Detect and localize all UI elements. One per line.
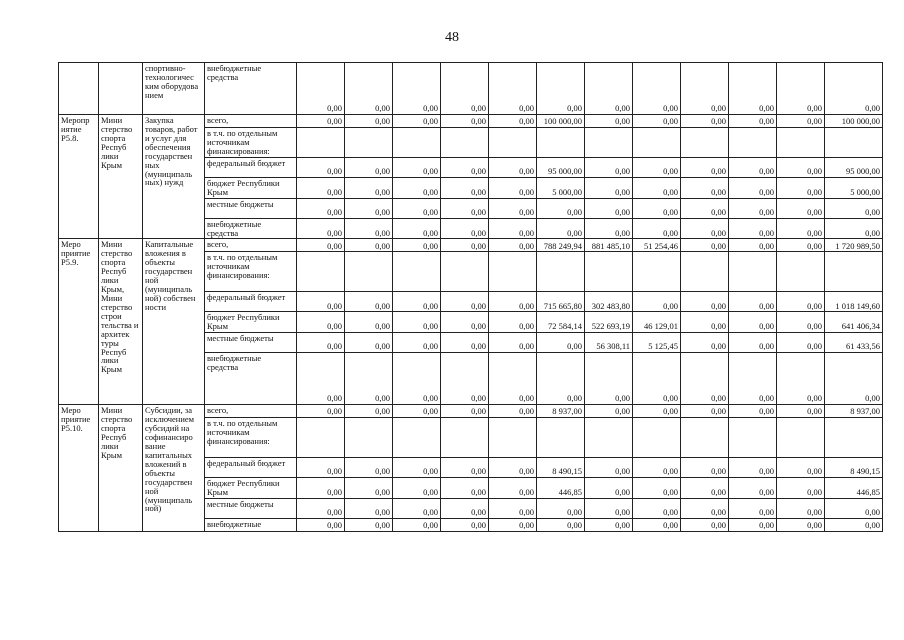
- value-cell: 0,00: [537, 218, 585, 239]
- value-cell: 0,00: [441, 198, 489, 218]
- value-cell: 0,00: [825, 63, 883, 115]
- value-cell: 0,00: [441, 115, 489, 128]
- value-cell: 0,00: [297, 115, 345, 128]
- value-cell: 0,00: [729, 239, 777, 252]
- value-cell: 0,00: [633, 353, 681, 405]
- value-cell: 0,00: [585, 405, 633, 418]
- value-cell: 0,00: [729, 405, 777, 418]
- value-cell: 0,00: [633, 405, 681, 418]
- measure-code: Меро приятие Р5.9.: [59, 239, 99, 405]
- value-cell: 0,00: [489, 458, 537, 478]
- value-cell: 0,00: [777, 333, 825, 353]
- value-cell: 0,00: [777, 198, 825, 218]
- value-cell: 0,00: [633, 115, 681, 128]
- value-cell: 0,00: [393, 177, 441, 198]
- value-cell: 0,00: [345, 157, 393, 177]
- value-cell: 0,00: [681, 478, 729, 499]
- value-cell: [825, 418, 883, 458]
- value-cell: 0,00: [345, 353, 393, 405]
- value-cell: 8 937,00: [537, 405, 585, 418]
- value-cell: 0,00: [297, 333, 345, 353]
- value-cell: 0,00: [633, 292, 681, 312]
- value-cell: 0,00: [297, 499, 345, 519]
- value-cell: 0,00: [729, 292, 777, 312]
- value-cell: 881 485,10: [585, 239, 633, 252]
- value-cell: 72 584,14: [537, 312, 585, 333]
- value-cell: 0,00: [489, 312, 537, 333]
- value-cell: [537, 128, 585, 158]
- value-cell: 0,00: [441, 333, 489, 353]
- value-cell: 0,00: [297, 157, 345, 177]
- value-cell: 0,00: [441, 519, 489, 532]
- funding-source: внебюджетные средства: [205, 353, 297, 405]
- value-cell: 1 018 149,60: [825, 292, 883, 312]
- table-row: [59, 405, 883, 418]
- value-cell: 0,00: [441, 177, 489, 198]
- value-cell: 0,00: [441, 63, 489, 115]
- value-cell: 0,00: [681, 239, 729, 252]
- value-cell: [825, 128, 883, 158]
- funding-source: всего,: [205, 115, 297, 128]
- value-cell: [633, 128, 681, 158]
- value-cell: 56 308,11: [585, 333, 633, 353]
- measure-name: спортивно-технологичес ким оборудова нием: [143, 63, 205, 115]
- value-cell: 95 000,00: [825, 157, 883, 177]
- value-cell: 0,00: [585, 63, 633, 115]
- value-cell: [585, 128, 633, 158]
- value-cell: 0,00: [681, 458, 729, 478]
- value-cell: 0,00: [585, 478, 633, 499]
- value-cell: 0,00: [777, 292, 825, 312]
- value-cell: [777, 252, 825, 292]
- value-cell: [729, 128, 777, 158]
- value-cell: 0,00: [681, 312, 729, 333]
- value-cell: 0,00: [729, 157, 777, 177]
- value-cell: 0,00: [681, 115, 729, 128]
- value-cell: 0,00: [633, 218, 681, 239]
- value-cell: 0,00: [681, 353, 729, 405]
- value-cell: 0,00: [537, 198, 585, 218]
- value-cell: 0,00: [777, 115, 825, 128]
- value-cell: 0,00: [489, 198, 537, 218]
- value-cell: 0,00: [777, 239, 825, 252]
- value-cell: 0,00: [297, 239, 345, 252]
- value-cell: 0,00: [585, 177, 633, 198]
- value-cell: 0,00: [489, 478, 537, 499]
- value-cell: 0,00: [537, 333, 585, 353]
- value-cell: 0,00: [729, 198, 777, 218]
- value-cell: 0,00: [633, 177, 681, 198]
- value-cell: 0,00: [777, 478, 825, 499]
- value-cell: 0,00: [681, 177, 729, 198]
- value-cell: [345, 418, 393, 458]
- value-cell: 0,00: [345, 519, 393, 532]
- measure-org: Мини стерство спорта Респуб лики Крым: [99, 115, 143, 239]
- value-cell: 0,00: [345, 499, 393, 519]
- value-cell: 0,00: [393, 353, 441, 405]
- value-cell: 0,00: [537, 353, 585, 405]
- value-cell: 0,00: [297, 458, 345, 478]
- value-cell: 0,00: [489, 239, 537, 252]
- value-cell: 0,00: [729, 333, 777, 353]
- value-cell: 0,00: [729, 478, 777, 499]
- value-cell: 0,00: [777, 458, 825, 478]
- value-cell: 0,00: [441, 157, 489, 177]
- value-cell: 0,00: [633, 519, 681, 532]
- value-cell: [729, 418, 777, 458]
- value-cell: 95 000,00: [537, 157, 585, 177]
- value-cell: 0,00: [393, 499, 441, 519]
- value-cell: [585, 418, 633, 458]
- value-cell: 0,00: [681, 198, 729, 218]
- budget-table: [58, 62, 883, 532]
- funding-source: бюджет Республики Крым: [205, 312, 297, 333]
- value-cell: 0,00: [393, 63, 441, 115]
- value-cell: [633, 252, 681, 292]
- value-cell: 0,00: [585, 353, 633, 405]
- value-cell: [345, 128, 393, 158]
- value-cell: 5 125,45: [633, 333, 681, 353]
- value-cell: 0,00: [729, 218, 777, 239]
- funding-source: внебюджетные средства: [205, 218, 297, 239]
- value-cell: 0,00: [729, 115, 777, 128]
- value-cell: 8 490,15: [825, 458, 883, 478]
- value-cell: 0,00: [297, 198, 345, 218]
- value-cell: 0,00: [441, 405, 489, 418]
- value-cell: 0,00: [345, 218, 393, 239]
- value-cell: 0,00: [681, 405, 729, 418]
- value-cell: 0,00: [825, 218, 883, 239]
- value-cell: 0,00: [729, 458, 777, 478]
- value-cell: [681, 128, 729, 158]
- value-cell: 0,00: [489, 333, 537, 353]
- value-cell: 0,00: [297, 292, 345, 312]
- value-cell: 0,00: [393, 405, 441, 418]
- value-cell: 8 490,15: [537, 458, 585, 478]
- value-cell: 302 483,80: [585, 292, 633, 312]
- value-cell: 0,00: [297, 177, 345, 198]
- value-cell: 0,00: [441, 239, 489, 252]
- value-cell: 0,00: [633, 478, 681, 499]
- value-cell: 0,00: [681, 333, 729, 353]
- value-cell: 0,00: [681, 499, 729, 519]
- value-cell: 522 693,19: [585, 312, 633, 333]
- value-cell: 0,00: [441, 458, 489, 478]
- value-cell: 5 000,00: [537, 177, 585, 198]
- value-cell: 0,00: [585, 157, 633, 177]
- value-cell: 0,00: [585, 458, 633, 478]
- value-cell: [441, 252, 489, 292]
- value-cell: [489, 252, 537, 292]
- value-cell: 0,00: [345, 333, 393, 353]
- funding-source: внебюджетные: [205, 519, 297, 532]
- value-cell: [297, 252, 345, 292]
- value-cell: [393, 418, 441, 458]
- value-cell: 0,00: [345, 458, 393, 478]
- value-cell: 0,00: [585, 198, 633, 218]
- value-cell: 0,00: [777, 499, 825, 519]
- value-cell: 0,00: [441, 499, 489, 519]
- measure-code: Меропр иятие Р5.8.: [59, 115, 99, 239]
- table-row: [59, 239, 883, 252]
- value-cell: 0,00: [825, 519, 883, 532]
- value-cell: 0,00: [681, 63, 729, 115]
- value-cell: 0,00: [345, 198, 393, 218]
- value-cell: 0,00: [633, 458, 681, 478]
- value-cell: 0,00: [489, 405, 537, 418]
- value-cell: 5 000,00: [825, 177, 883, 198]
- value-cell: 0,00: [729, 519, 777, 532]
- measure-code: [59, 63, 99, 115]
- value-cell: [297, 128, 345, 158]
- value-cell: 0,00: [393, 458, 441, 478]
- value-cell: 0,00: [297, 218, 345, 239]
- value-cell: 0,00: [681, 218, 729, 239]
- value-cell: 0,00: [345, 312, 393, 333]
- value-cell: 0,00: [585, 499, 633, 519]
- measure-org: Мини стерство спорта Респуб лики Крым, Мини стерство строи тельства и архитек туры Респуб лики Крым: [99, 239, 143, 405]
- value-cell: [537, 252, 585, 292]
- value-cell: 0,00: [297, 519, 345, 532]
- value-cell: 46 129,01: [633, 312, 681, 333]
- value-cell: 446,85: [537, 478, 585, 499]
- value-cell: 0,00: [345, 405, 393, 418]
- value-cell: [777, 418, 825, 458]
- funding-source: в т.ч. по отдельным источникам финансирования:: [205, 418, 297, 458]
- value-cell: 0,00: [441, 353, 489, 405]
- value-cell: 0,00: [777, 405, 825, 418]
- value-cell: 0,00: [297, 353, 345, 405]
- funding-source: местные бюджеты: [205, 333, 297, 353]
- funding-source: федеральный бюджет: [205, 157, 297, 177]
- funding-source: федеральный бюджет: [205, 458, 297, 478]
- value-cell: 0,00: [825, 499, 883, 519]
- value-cell: 0,00: [393, 333, 441, 353]
- value-cell: [681, 418, 729, 458]
- value-cell: 446,85: [825, 478, 883, 499]
- value-cell: 0,00: [393, 198, 441, 218]
- value-cell: 0,00: [585, 218, 633, 239]
- value-cell: 0,00: [825, 353, 883, 405]
- value-cell: 715 665,80: [537, 292, 585, 312]
- value-cell: 0,00: [777, 218, 825, 239]
- value-cell: 100 000,00: [537, 115, 585, 128]
- measure-name: Капитальные вложения в объекты государствен ной (муниципаль ной) собствен ности: [143, 239, 205, 405]
- value-cell: 0,00: [489, 63, 537, 115]
- measure-name: Закупка товаров, работ и услуг для обеспечения государствен ных (муниципаль ных) нужд: [143, 115, 205, 239]
- funding-source: местные бюджеты: [205, 499, 297, 519]
- value-cell: 0,00: [537, 499, 585, 519]
- value-cell: [633, 418, 681, 458]
- value-cell: 0,00: [345, 239, 393, 252]
- table-row: [59, 63, 883, 115]
- value-cell: 0,00: [681, 519, 729, 532]
- value-cell: [585, 252, 633, 292]
- value-cell: 0,00: [633, 63, 681, 115]
- funding-source: местные бюджеты: [205, 198, 297, 218]
- value-cell: 0,00: [345, 478, 393, 499]
- value-cell: 0,00: [393, 115, 441, 128]
- value-cell: 0,00: [345, 63, 393, 115]
- value-cell: 1 720 989,50: [825, 239, 883, 252]
- value-cell: [729, 252, 777, 292]
- value-cell: 0,00: [489, 157, 537, 177]
- funding-source: в т.ч. по отдельным источникам финансирования:: [205, 252, 297, 292]
- value-cell: 0,00: [441, 312, 489, 333]
- value-cell: 0,00: [345, 292, 393, 312]
- measure-name: Субсидии, за исключением субсидий на софинансиро вание капитальных вложений в объекты государствен ной (муниципаль ной): [143, 405, 205, 532]
- value-cell: 0,00: [489, 177, 537, 198]
- value-cell: 0,00: [777, 519, 825, 532]
- value-cell: 0,00: [441, 292, 489, 312]
- value-cell: 0,00: [489, 292, 537, 312]
- value-cell: 8 937,00: [825, 405, 883, 418]
- value-cell: 0,00: [393, 292, 441, 312]
- value-cell: 0,00: [777, 177, 825, 198]
- table-row: [59, 115, 883, 128]
- value-cell: 0,00: [777, 63, 825, 115]
- funding-source: всего,: [205, 405, 297, 418]
- value-cell: 0,00: [729, 177, 777, 198]
- value-cell: 0,00: [585, 519, 633, 532]
- value-cell: 0,00: [297, 478, 345, 499]
- value-cell: 0,00: [777, 353, 825, 405]
- value-cell: 0,00: [441, 218, 489, 239]
- value-cell: [393, 252, 441, 292]
- value-cell: [777, 128, 825, 158]
- value-cell: 0,00: [729, 63, 777, 115]
- value-cell: 0,00: [441, 478, 489, 499]
- value-cell: 0,00: [297, 63, 345, 115]
- funding-source: в т.ч. по отдельным источникам финансирования:: [205, 128, 297, 158]
- measure-code: Меро приятие Р5.10.: [59, 405, 99, 532]
- value-cell: 0,00: [729, 353, 777, 405]
- value-cell: [537, 418, 585, 458]
- value-cell: 0,00: [777, 157, 825, 177]
- value-cell: 0,00: [825, 198, 883, 218]
- value-cell: 641 406,34: [825, 312, 883, 333]
- value-cell: [489, 128, 537, 158]
- value-cell: 0,00: [633, 499, 681, 519]
- value-cell: 0,00: [297, 405, 345, 418]
- funding-source: бюджет Республики Крым: [205, 177, 297, 198]
- funding-source: федеральный бюджет: [205, 292, 297, 312]
- value-cell: 0,00: [393, 218, 441, 239]
- value-cell: [441, 418, 489, 458]
- value-cell: [393, 128, 441, 158]
- value-cell: 0,00: [393, 312, 441, 333]
- value-cell: 0,00: [537, 519, 585, 532]
- funding-source: всего,: [205, 239, 297, 252]
- value-cell: 0,00: [681, 292, 729, 312]
- value-cell: 0,00: [345, 115, 393, 128]
- value-cell: 61 433,56: [825, 333, 883, 353]
- value-cell: [345, 252, 393, 292]
- value-cell: 788 249,94: [537, 239, 585, 252]
- page-number: 48: [445, 30, 459, 45]
- value-cell: 0,00: [489, 218, 537, 239]
- value-cell: 0,00: [681, 157, 729, 177]
- value-cell: [681, 252, 729, 292]
- value-cell: 0,00: [489, 519, 537, 532]
- value-cell: 0,00: [729, 312, 777, 333]
- value-cell: 0,00: [633, 198, 681, 218]
- value-cell: [825, 252, 883, 292]
- value-cell: 0,00: [489, 115, 537, 128]
- value-cell: 0,00: [537, 63, 585, 115]
- value-cell: 0,00: [393, 519, 441, 532]
- value-cell: 0,00: [489, 353, 537, 405]
- value-cell: [297, 418, 345, 458]
- value-cell: [489, 418, 537, 458]
- funding-source: бюджет Республики Крым: [205, 478, 297, 499]
- value-cell: 0,00: [729, 499, 777, 519]
- value-cell: 0,00: [345, 177, 393, 198]
- measure-org: [99, 63, 143, 115]
- measure-org: Мини стерство спорта Респуб лики Крым: [99, 405, 143, 532]
- value-cell: 0,00: [777, 312, 825, 333]
- value-cell: 51 254,46: [633, 239, 681, 252]
- value-cell: 0,00: [633, 157, 681, 177]
- funding-source: внебюджетные средства: [205, 63, 297, 115]
- value-cell: 0,00: [393, 478, 441, 499]
- value-cell: 0,00: [393, 239, 441, 252]
- value-cell: [441, 128, 489, 158]
- value-cell: 0,00: [297, 312, 345, 333]
- value-cell: 0,00: [393, 157, 441, 177]
- value-cell: 0,00: [489, 499, 537, 519]
- value-cell: 100 000,00: [825, 115, 883, 128]
- value-cell: 0,00: [585, 115, 633, 128]
